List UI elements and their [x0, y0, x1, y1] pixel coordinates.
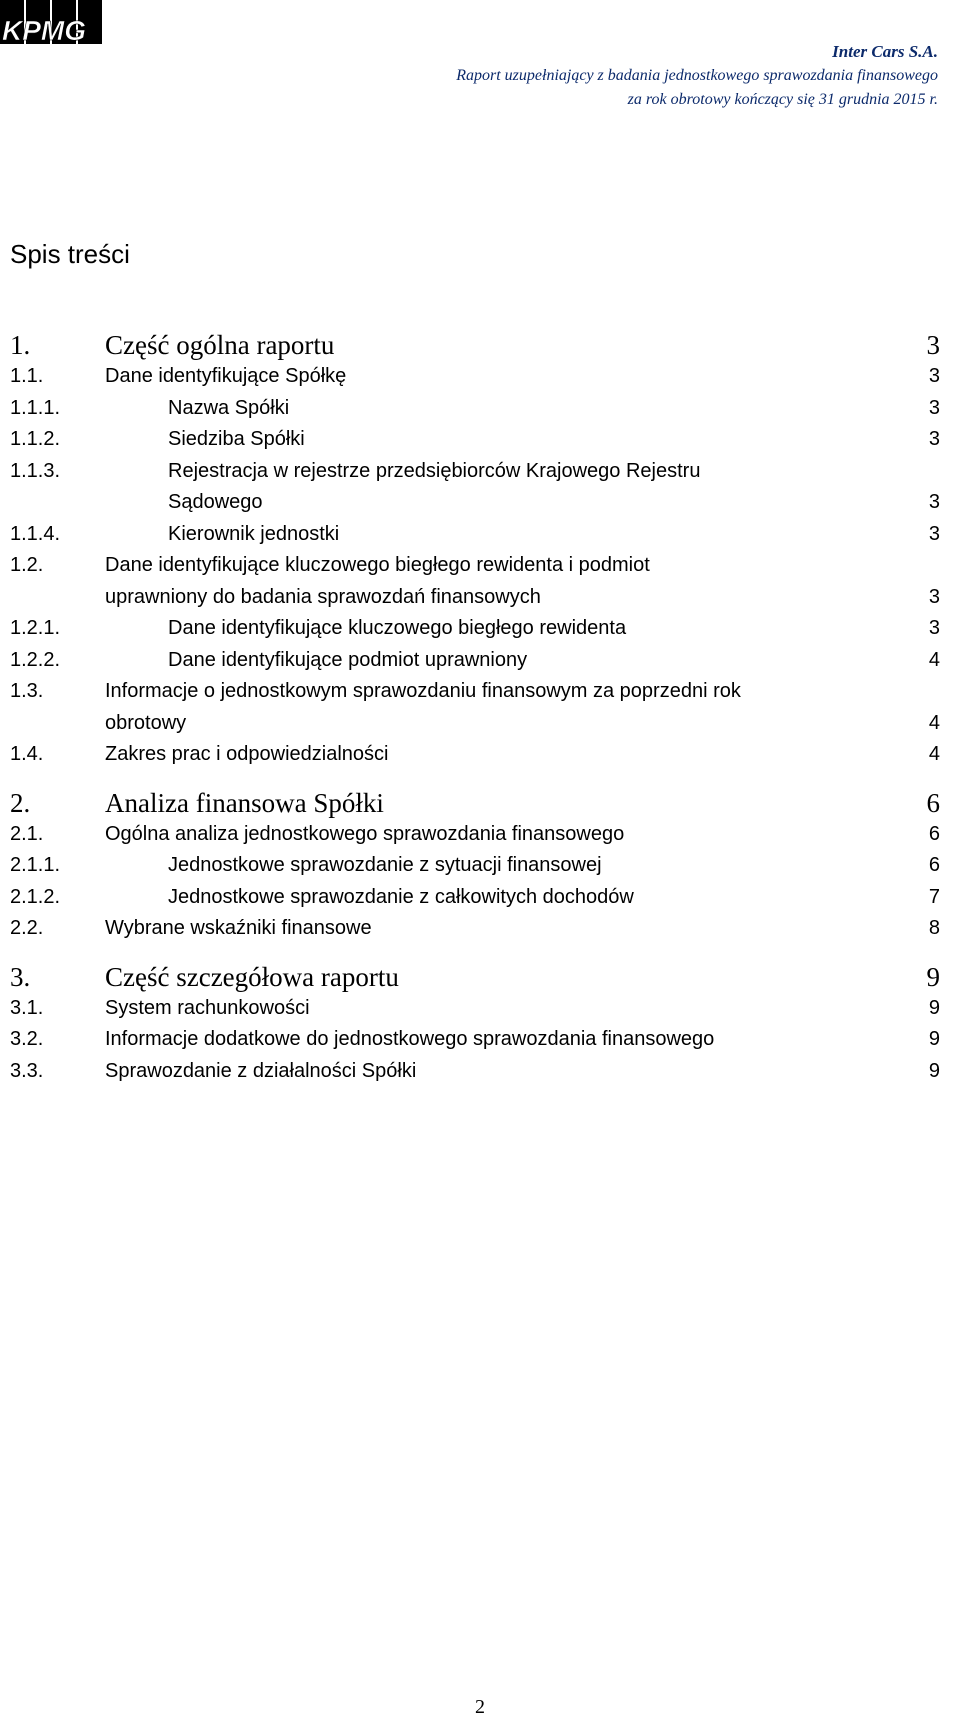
- toc-entry-page: 9: [926, 961, 940, 992]
- toc-entry-title: Część ogólna raportu: [105, 330, 335, 360]
- toc-entry-title: Ogólna analiza jednostkowego sprawozdania finansowego: [105, 822, 625, 845]
- toc-entry[interactable]: [0, 551, 960, 579]
- toc-entry[interactable]: [0, 960, 960, 994]
- toc-entry-title-continuation: Sądowego: [168, 491, 263, 513]
- toc-entry-title: Nazwa Spółki: [168, 396, 290, 419]
- report-title-line1: Raport uzupełniający z badania jednostkowego sprawozdania finansowego: [456, 67, 938, 84]
- page-number: 2: [475, 1696, 485, 1718]
- toc-entry-number: 2.: [10, 787, 31, 818]
- toc-entry-number: 2.1.1.: [10, 854, 61, 876]
- document-header: [456, 40, 938, 112]
- toc-entry-title: Siedziba Spółki: [168, 428, 305, 450]
- toc-entry[interactable]: [0, 614, 960, 642]
- toc-entry-title: Dane identyfikujące Spółkę: [105, 365, 347, 387]
- toc-entry-number: 1.1.2.: [10, 428, 61, 450]
- toc-entry-page: 6: [926, 787, 940, 818]
- company-name: Inter Cars S.A.: [832, 42, 938, 61]
- toc-entry[interactable]: [0, 820, 960, 848]
- toc-entry-number: 2.1.2.: [10, 885, 61, 908]
- toc-entry-number: 1.: [10, 330, 31, 360]
- toc-entry-title: Informacje dodatkowe do jednostkowego sprawozdania finansowego: [105, 1028, 715, 1050]
- toc-entry-page: 4: [928, 743, 940, 765]
- toc-entry-number: 1.2.2.: [10, 648, 61, 671]
- toc-entry-number: 3.2.: [10, 1028, 44, 1050]
- toc-entry-page: 9: [928, 1028, 940, 1050]
- toc-entry[interactable]: [0, 851, 960, 879]
- toc-entry-number: 2.2.: [10, 917, 44, 939]
- toc-entry-title: Kierownik jednostki: [168, 522, 340, 545]
- report-title-line2: za rok obrotowy kończący się 31 grudnia 2015 r.: [627, 91, 938, 108]
- toc-entry-continuation[interactable]: [0, 709, 960, 737]
- toc-entry-title: Jednostkowe sprawozdanie z sytuacji finansowej: [168, 854, 602, 876]
- toc-entry-page: 8: [928, 917, 940, 939]
- toc-entry[interactable]: [0, 883, 960, 911]
- svg-text:KPMG: KPMG: [2, 15, 86, 44]
- toc-entry-number: 1.1.4.: [10, 522, 61, 545]
- toc-entry[interactable]: [0, 914, 960, 942]
- toc-entry-number: 1.3.: [10, 680, 44, 702]
- toc-entry-title: Część szczegółowa raportu: [105, 961, 399, 992]
- toc-heading: Spis treści: [10, 239, 130, 269]
- toc-entry-number: 1.2.1.: [10, 617, 61, 639]
- toc-entry[interactable]: [0, 1025, 960, 1053]
- toc-entry-page: 6: [928, 854, 940, 876]
- toc-entry-number: 1.2.: [10, 554, 44, 576]
- toc-entry-title-continuation: uprawniony do badania sprawozdań finansowych: [105, 585, 541, 608]
- toc-entry-title: Dane identyfikujące kluczowego biegłego rewidenta i podmiot: [105, 554, 650, 576]
- toc-entry-page: 4: [928, 648, 940, 671]
- toc-entry-title: Sprawozdanie z działalności Spółki: [105, 1059, 417, 1082]
- toc-entry-page: 3: [928, 522, 940, 545]
- toc-entry-number: 1.4.: [10, 743, 44, 765]
- toc-entry-number: 1.1.: [10, 365, 44, 387]
- toc-entry-title: Dane identyfikujące kluczowego biegłego rewidenta: [168, 617, 627, 639]
- toc-entry-title: System rachunkowości: [105, 996, 310, 1019]
- toc-entry-page: 3: [928, 617, 940, 639]
- toc-entry[interactable]: [0, 520, 960, 548]
- toc-entry[interactable]: [0, 740, 960, 768]
- toc-entry[interactable]: [0, 394, 960, 422]
- toc-entry-page: 3: [928, 428, 940, 450]
- toc-entry-title: Jednostkowe sprawozdanie z całkowitych dochodów: [168, 885, 634, 908]
- toc-entry[interactable]: [0, 425, 960, 453]
- toc-entry-number: 2.1.: [10, 822, 44, 845]
- toc-entry-continuation[interactable]: [0, 583, 960, 611]
- toc-entry-number: 3.: [10, 961, 31, 992]
- toc-entry[interactable]: [0, 994, 960, 1022]
- toc-entry[interactable]: [0, 677, 960, 705]
- toc-entry-page: 3: [928, 585, 940, 608]
- toc-entry-page: 3: [928, 491, 940, 513]
- toc-entry-page: 3: [926, 330, 940, 360]
- toc-entry-page: 4: [928, 711, 940, 734]
- toc-entry-continuation[interactable]: [0, 488, 960, 516]
- toc-entry-title-continuation: obrotowy: [105, 711, 187, 734]
- toc-entry-number: 1.1.3.: [10, 459, 61, 482]
- toc-entry-title: Informacje o jednostkowym sprawozdaniu finansowym za poprzedni rok: [105, 680, 741, 702]
- toc-entry-number: 1.1.1.: [10, 396, 61, 419]
- kpmg-logo: [0, 0, 102, 44]
- toc-entry-page: 9: [928, 996, 940, 1019]
- toc-entry-title: Rejestracja w rejestrze przedsiębiorców Krajowego Rejestru: [168, 459, 701, 482]
- toc-entry-page: 3: [928, 396, 940, 419]
- toc-entry[interactable]: [0, 328, 960, 362]
- toc-entry-title: Analiza finansowa Spółki: [105, 787, 384, 818]
- toc-entry-title: Zakres prac i odpowiedzialności: [105, 743, 389, 765]
- toc-entry-title: Dane identyfikujące podmiot uprawniony: [168, 648, 528, 671]
- toc-entry-number: 3.3.: [10, 1059, 44, 1082]
- toc-entry[interactable]: [0, 646, 960, 674]
- toc-entry-page: 3: [928, 365, 940, 387]
- toc-entry-page: 7: [928, 885, 940, 908]
- toc-entry-title: Wybrane wskaźniki finansowe: [105, 917, 372, 939]
- toc-entry[interactable]: [0, 457, 960, 485]
- toc-entry-page: 6: [928, 822, 940, 845]
- toc-entry[interactable]: [0, 786, 960, 820]
- toc-entry-page: 9: [928, 1059, 940, 1082]
- toc-entry[interactable]: [0, 362, 960, 390]
- toc-entry[interactable]: [0, 1057, 960, 1085]
- toc-entry-number: 3.1.: [10, 996, 44, 1019]
